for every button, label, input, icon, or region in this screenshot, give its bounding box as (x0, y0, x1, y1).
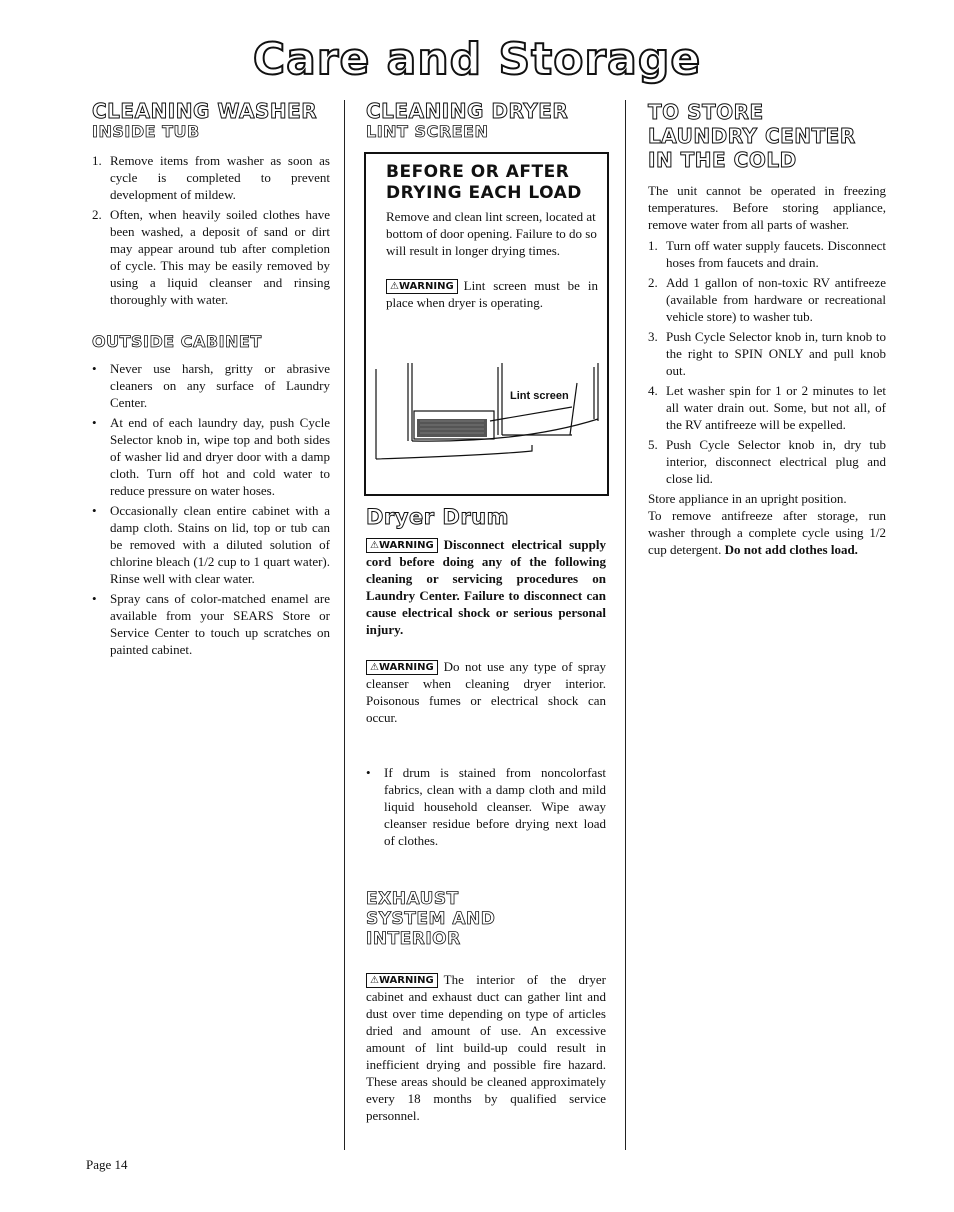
warning-badge: ⚠WARNING (386, 279, 458, 294)
spray-warning-text: Do not use any type of spray cleanser when cleaning dryer interior. Poisonous fumes or electrical shock can occur. (366, 659, 606, 725)
remove-bold: Do not add clothes load. (724, 542, 858, 557)
item-text: Push Cycle Selector knob in, dry tub interior, disconnect electrical plug and close lid. (666, 437, 886, 486)
item-text: If drum is stained from noncolorfast fabrics, clean with a damp cloth and mild liquid household cleanser. Wipe away cleanser residue before drying next load of clothes. (384, 765, 606, 848)
item-number: 4. (648, 383, 658, 398)
item-number: 2. (648, 275, 658, 290)
list-item (648, 274, 886, 325)
bullet: • (92, 361, 97, 376)
lint-screen-label: Lint screen (510, 390, 569, 402)
list-item (92, 590, 330, 658)
item-number: 3. (648, 329, 658, 344)
item-text: Often, when heavily soiled clothes have been washed, a deposit of sand or dirt may appear around tub after completion of cycle. This may be easily removed by using a liquid cleanser and rinsing thoroughly with water. (110, 207, 330, 307)
bullet: • (92, 415, 97, 430)
list-item (92, 206, 330, 308)
list-item (648, 237, 886, 271)
remove-antifreeze (648, 507, 886, 558)
list-item (648, 436, 886, 487)
heading-lint-screen: LINT SCREEN (366, 122, 489, 141)
list-item (648, 382, 886, 433)
tub-list (92, 152, 330, 308)
item-text: Never use harsh, gritty or abrasive cleaners on any surface of Laundry Center. (110, 361, 330, 410)
store-intro: The unit cannot be operated in freezing temperatures. Before storing appliance, remove water from all parts of washer. (648, 183, 886, 232)
store-steps (648, 237, 886, 487)
column-divider-right (625, 100, 626, 1150)
page-title: Care and Storage (252, 34, 702, 85)
list-item (92, 152, 330, 203)
heading-exhaust: EXHAUST SYSTEM AND INTERIOR (366, 889, 496, 949)
warning-badge: ⚠WARNING (366, 973, 438, 988)
item-text: Add 1 gallon of non-toxic RV antifreeze (available from hardware or recreational vehicle store) to washer tub. (666, 275, 886, 324)
item-text: Spray cans of color-matched enamel are available from your SEARS Store or Service Center to touch up scratches on painted cabinet. (110, 591, 330, 657)
item-text: Let washer spin for 1 or 2 minutes to let all water drain out. Some, but not all, of the RV antifreeze will be expelled. (666, 383, 886, 432)
heading-store-cold: TO STORE LAUNDRY CENTER IN THE COLD (648, 100, 856, 172)
item-number: 1. (648, 238, 658, 253)
cabinet-list (92, 360, 330, 658)
item-text: Push Cycle Selector knob in, turn knob to the right to SPIN ONLY and pull knob out. (666, 329, 886, 378)
list-item (366, 764, 606, 849)
item-text: Turn off water supply faucets. Disconnect hoses from faucets and drain. (666, 238, 886, 270)
heading-cleaning-washer: CLEANING WASHER (92, 99, 318, 123)
lint-screen-box (364, 152, 609, 496)
list-item (92, 414, 330, 499)
exhaust-paragraph (366, 971, 606, 1124)
column-dryer-drum (366, 506, 606, 1124)
column-store-cold (648, 100, 886, 558)
item-number: 1. (92, 153, 102, 168)
list-item (92, 360, 330, 411)
drum-list (366, 764, 606, 849)
heading-cleaning-dryer: CLEANING DRYER (366, 99, 569, 123)
exhaust-text: The interior of the dryer cabinet and exhaust duct can gather lint and dust over time depending on type of articles dried and amount of use. An excessive amount of lint build-up could result in inefficient drying and possible fire hazard. These areas should be cleaned approximately every 18 months by qualified service personnel. (366, 972, 606, 1123)
item-text: Remove items from washer as soon as cycle is completed to prevent development of mildew. (110, 153, 330, 202)
box-text: Remove and clean lint screen, located at bottom of door opening. Failure to do so will result in longer drying times. (386, 209, 597, 258)
column-cleaning-washer (92, 100, 330, 661)
box-warning (386, 277, 598, 311)
item-text: Occasionally clean entire cabinet with a damp cloth. Stains on lid, top or tub can be removed with a diluted solution of chlorine bleach (1/2 cup to 1 quart water). Rinse well with clear water. (110, 503, 330, 586)
item-number: 5. (648, 437, 658, 452)
warning-badge: ⚠WARNING (366, 538, 438, 553)
column-divider-left (344, 100, 345, 1150)
box-warning-text: Lint screen must be in place when dryer is operating. (386, 278, 598, 310)
drum-warning-text: Disconnect electrical supply cord before doing any of the following cleaning or servicing procedures on Laundry Center. Failure to disconnect can cause electrical shock or serious personal injury. (366, 537, 606, 637)
list-item (648, 328, 886, 379)
heading-dryer-drum: Dryer Drum (366, 505, 510, 529)
remove-text: To remove antifreeze after storage, run washer through a complete cycle using 1/2 cup detergent. (648, 508, 886, 557)
heading-inside-tub: INSIDE TUB (92, 122, 200, 141)
bullet: • (366, 765, 371, 780)
box-heading: BEFORE OR AFTER DRYING EACH LOAD (386, 162, 582, 203)
spray-warning (366, 658, 606, 726)
bullet: • (92, 591, 97, 606)
column-cleaning-dryer (366, 100, 606, 142)
lint-screen-figure (372, 359, 604, 469)
store-upright: Store appliance in an upright position. (648, 491, 847, 506)
drum-warning (366, 536, 606, 638)
item-text: At end of each laundry day, push Cycle Selector knob in, wipe top and both sides of washer lid and dryer door with a damp cloth. Turn off hot and cold water to reduce pressure on water hoses. (110, 415, 330, 498)
heading-outside-cabinet: OUTSIDE CABINET (92, 332, 262, 351)
page-number: Page 14 (86, 1157, 128, 1172)
warning-badge: ⚠WARNING (366, 660, 438, 675)
item-number: 2. (92, 207, 102, 222)
list-item (92, 502, 330, 587)
bullet: • (92, 503, 97, 518)
